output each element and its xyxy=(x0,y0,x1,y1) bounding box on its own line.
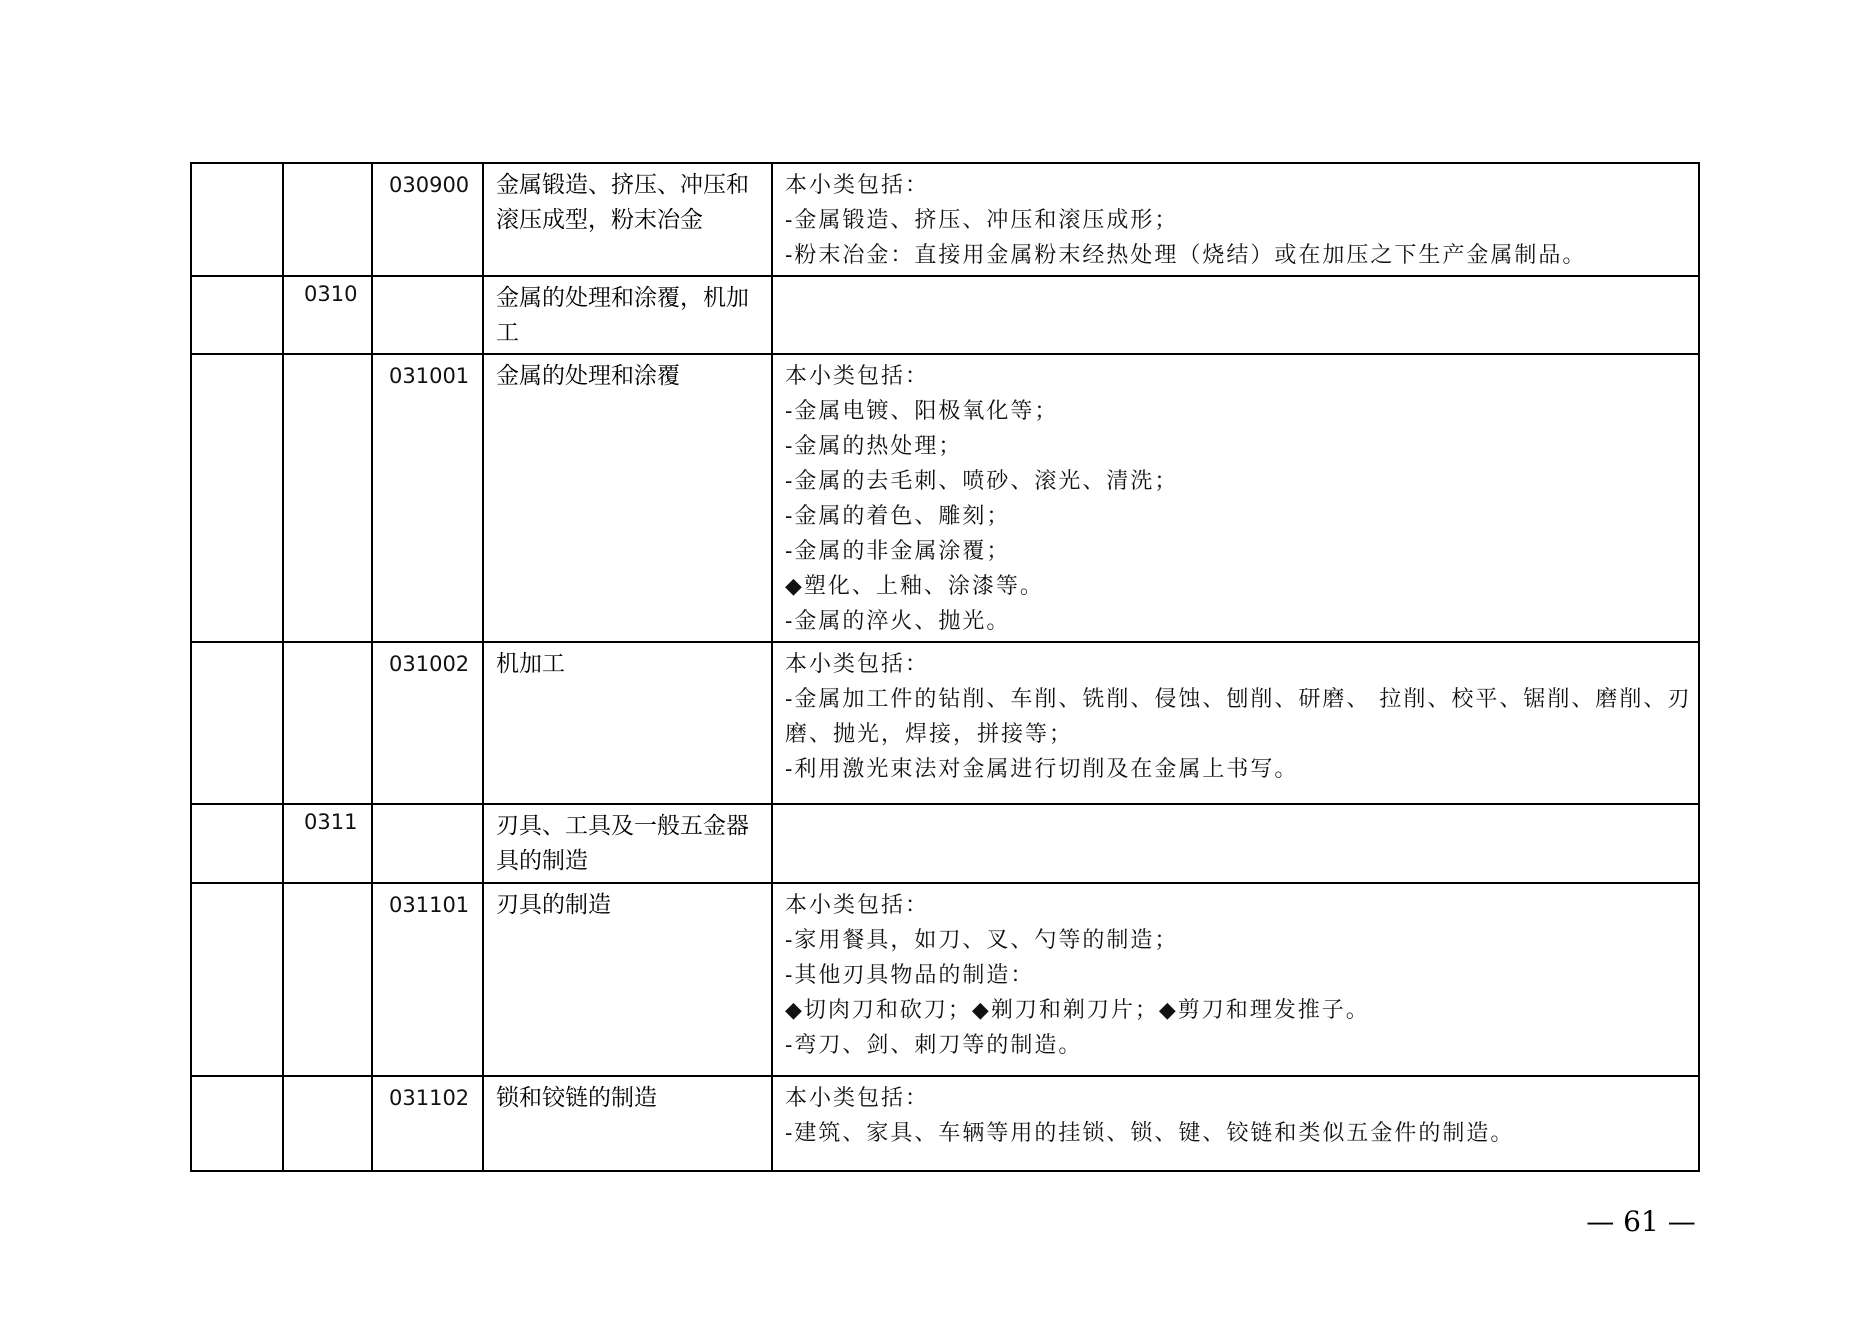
description-line: -弯刀、剑、刺刀等的制造。 xyxy=(785,1033,1083,1058)
description-line: -粉末冶金：直接用金属粉末经热处理（烧结）或在加压之下生产金属制品。 xyxy=(785,243,1587,268)
description xyxy=(773,643,1698,789)
description-line: 本小类包括： xyxy=(785,364,930,389)
group-code: 0310 xyxy=(304,282,358,306)
description-line: 本小类包括： xyxy=(785,893,930,918)
class-name: 金属锻造、挤压、冲压和滚压成型，粉末冶金 xyxy=(496,172,749,233)
table-row xyxy=(191,804,1699,883)
group-cell xyxy=(283,642,372,804)
section-cell xyxy=(191,804,283,883)
group-cell xyxy=(283,163,372,276)
description-line: -金属加工件的钻削、车削、铣削、侵蚀、刨削、研磨、 拉削、校平、锯削、磨削、刃磨、抛光，焊接，拼接等； xyxy=(785,687,1692,747)
description-line: -金属的非金属涂覆； xyxy=(785,539,1011,564)
class-name-cell xyxy=(483,354,772,642)
class-name: 刃具的制造 xyxy=(496,892,611,918)
class-code-cell xyxy=(372,163,483,276)
class-code: 031101 xyxy=(389,893,470,917)
description-cell xyxy=(772,642,1699,804)
classification-table xyxy=(190,162,1700,1172)
group-cell xyxy=(283,804,372,883)
table-row xyxy=(191,354,1699,642)
section-cell xyxy=(191,642,283,804)
class-name-cell xyxy=(483,642,772,804)
section-cell xyxy=(191,276,283,354)
table-row xyxy=(191,883,1699,1076)
group-cell xyxy=(283,1076,372,1171)
description xyxy=(773,164,1698,275)
class-code-cell xyxy=(372,354,483,642)
description-cell xyxy=(772,883,1699,1076)
class-code: 031102 xyxy=(389,1086,470,1110)
section-cell xyxy=(191,354,283,642)
class-code: 030900 xyxy=(389,173,470,197)
description-line: 本小类包括： xyxy=(785,1086,930,1111)
description-line: -利用激光束法对金属进行切削及在金属上书写。 xyxy=(785,757,1299,782)
description-line: -金属的着色、雕刻； xyxy=(785,504,1011,529)
description-cell xyxy=(772,354,1699,642)
class-code-cell xyxy=(372,1076,483,1171)
description-line: -金属的去毛刺、喷砂、滚光、清洗； xyxy=(785,469,1179,494)
description-line: -建筑、家具、车辆等用的挂锁、锁、键、铰链和类似五金件的制造。 xyxy=(785,1121,1515,1146)
description-line: -家用餐具，如刀、叉、勺等的制造； xyxy=(785,928,1179,953)
class-name: 锁和铰链的制造 xyxy=(496,1085,657,1111)
class-code-cell xyxy=(372,883,483,1076)
description-line: -金属电镀、阳极氧化等； xyxy=(785,399,1059,424)
description-cell xyxy=(772,804,1699,883)
description-line: -金属锻造、挤压、冲压和滚压成形； xyxy=(785,208,1179,233)
description-line: ◆塑化、上釉、涂漆等。 xyxy=(785,574,1044,599)
group-name: 刃具、工具及一般五金器具的制造 xyxy=(496,813,749,874)
group-cell xyxy=(283,276,372,354)
class-name: 金属的处理和涂覆 xyxy=(496,363,680,389)
class-code: 031002 xyxy=(389,652,470,676)
table-row xyxy=(191,642,1699,804)
description-line: -其他刃具物品的制造： xyxy=(785,963,1035,988)
section-cell xyxy=(191,163,283,276)
class-name: 机加工 xyxy=(496,651,565,677)
description xyxy=(773,1077,1698,1153)
page-number: — 61 — xyxy=(1586,1205,1696,1238)
group-cell xyxy=(283,883,372,1076)
description-cell xyxy=(772,1076,1699,1171)
class-name-cell xyxy=(483,883,772,1076)
table-row xyxy=(191,276,1699,354)
class-code-cell xyxy=(372,804,483,883)
section-cell xyxy=(191,883,283,1076)
group-name: 金属的处理和涂覆，机加工 xyxy=(496,285,749,346)
description-line: -金属的淬火、抛光。 xyxy=(785,609,1011,634)
description xyxy=(773,355,1698,641)
class-name-cell xyxy=(483,276,772,354)
description-cell xyxy=(772,276,1699,354)
table-row xyxy=(191,163,1699,276)
description-line: ◆切肉刀和砍刀；◆剃刀和剃刀片；◆剪刀和理发推子。 xyxy=(785,998,1370,1023)
class-code-cell xyxy=(372,276,483,354)
table-row xyxy=(191,1076,1699,1171)
class-name-cell xyxy=(483,804,772,883)
class-name-cell xyxy=(483,1076,772,1171)
group-code: 0311 xyxy=(304,810,358,834)
group-cell xyxy=(283,354,372,642)
class-name-cell xyxy=(483,163,772,276)
description-line: -金属的热处理； xyxy=(785,434,963,459)
description-line: 本小类包括： xyxy=(785,652,930,677)
description xyxy=(773,884,1698,1065)
description-line: 本小类包括： xyxy=(785,173,930,198)
section-cell xyxy=(191,1076,283,1171)
class-code: 031001 xyxy=(389,364,470,388)
description-cell xyxy=(772,163,1699,276)
class-code-cell xyxy=(372,642,483,804)
